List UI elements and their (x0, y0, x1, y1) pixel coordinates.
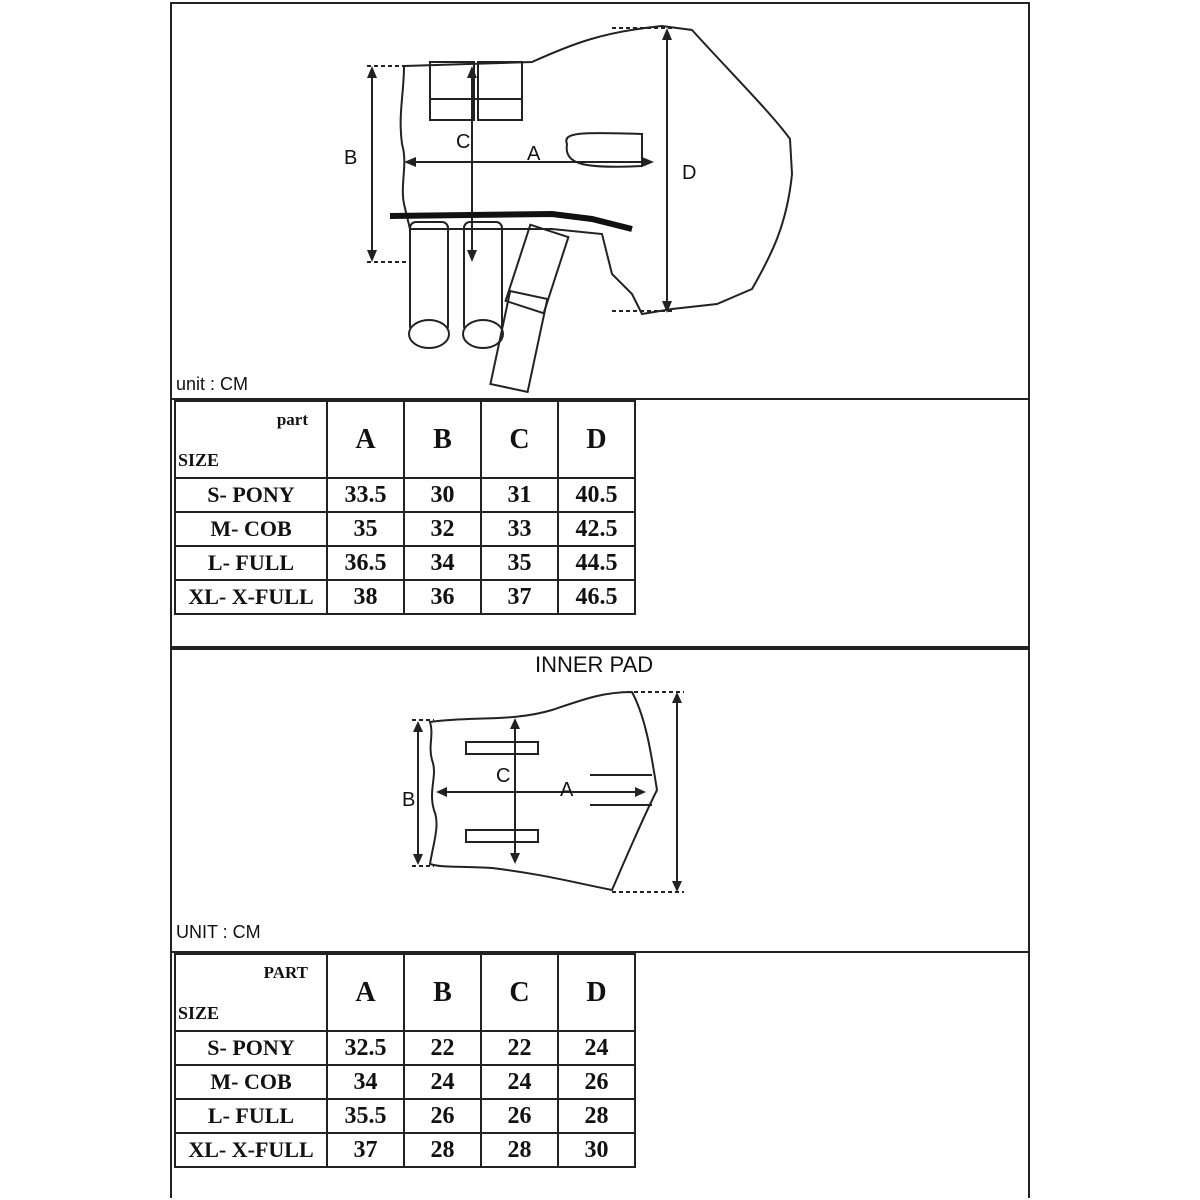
dim-a-label: A (527, 143, 541, 165)
table-corner (175, 954, 327, 1031)
value-cell: 36.5 (327, 546, 404, 580)
value-cell: 46.5 (558, 580, 635, 614)
table-corner (175, 401, 327, 478)
size-cell: M- COB (175, 512, 327, 546)
size-cell: L- FULL (175, 546, 327, 580)
value-cell: 26 (481, 1099, 558, 1133)
value-cell: 26 (404, 1099, 481, 1133)
size-cell: S- PONY (175, 478, 327, 512)
value-cell: 38 (327, 580, 404, 614)
table-row (175, 546, 635, 580)
top-size-table (174, 400, 636, 615)
inner-pad-panel (170, 648, 1030, 953)
table-row (175, 478, 635, 512)
column-header: B (404, 401, 481, 478)
value-cell: 30 (558, 1133, 635, 1167)
value-cell: 22 (404, 1031, 481, 1065)
top-flap-right (478, 62, 522, 120)
part-header: part (276, 410, 308, 429)
value-cell: 33.5 (327, 478, 404, 512)
part-header: PART (263, 963, 308, 982)
top-flap-left (430, 62, 474, 120)
value-cell: 30 (404, 478, 481, 512)
column-header: C (481, 401, 558, 478)
dim-d-label: D (682, 162, 697, 184)
size-header: SIZE (178, 450, 220, 470)
bottom-size-table-panel (170, 951, 1030, 1198)
value-cell: 24 (558, 1031, 635, 1065)
table-row (175, 1065, 635, 1099)
inner-pad-diagram (172, 650, 1028, 951)
column-header: D (558, 954, 635, 1031)
table-row (175, 512, 635, 546)
table-row (175, 1099, 635, 1133)
strap-right (506, 225, 569, 313)
value-cell: 36 (404, 580, 481, 614)
value-cell: 24 (481, 1065, 558, 1099)
pad-slot-bottom (466, 830, 538, 842)
value-cell: 24 (404, 1065, 481, 1099)
value-cell: 35 (481, 546, 558, 580)
pad-slot-top (466, 742, 538, 754)
boot-outline (401, 26, 792, 314)
size-cell: XL- X-FULL (175, 1133, 327, 1167)
boot-diagram-panel (170, 2, 1030, 400)
size-cell: S- PONY (175, 1031, 327, 1065)
value-cell: 40.5 (558, 478, 635, 512)
dim-b-label: B (344, 147, 358, 169)
inner-pad-title: INNER PAD (535, 652, 654, 677)
table-row (175, 1031, 635, 1065)
bottom-size-table (174, 953, 636, 1168)
value-cell: 35.5 (327, 1099, 404, 1133)
pad-dim-b-label: B (402, 789, 416, 811)
strap-left (410, 222, 448, 332)
pad-dim-c-label: C (496, 765, 511, 787)
column-header: B (404, 954, 481, 1031)
top-unit-label: unit : CM (176, 374, 249, 394)
column-header: D (558, 401, 635, 478)
column-header: A (327, 954, 404, 1031)
size-cell: L- FULL (175, 1099, 327, 1133)
value-cell: 33 (481, 512, 558, 546)
bottom-unit-label: UNIT : CM (176, 922, 261, 942)
table-row (175, 580, 635, 614)
value-cell: 35 (327, 512, 404, 546)
value-cell: 32 (404, 512, 481, 546)
size-header: SIZE (178, 1003, 220, 1023)
value-cell: 37 (327, 1133, 404, 1167)
column-header: A (327, 401, 404, 478)
value-cell: 28 (404, 1133, 481, 1167)
size-cell: M- COB (175, 1065, 327, 1099)
value-cell: 22 (481, 1031, 558, 1065)
pad-dim-a-label: A (560, 779, 574, 801)
dim-c-label: C (456, 131, 471, 153)
value-cell: 44.5 (558, 546, 635, 580)
value-cell: 31 (481, 478, 558, 512)
value-cell: 42.5 (558, 512, 635, 546)
top-size-table-panel (170, 398, 1030, 648)
value-cell: 26 (558, 1065, 635, 1099)
value-cell: 37 (481, 580, 558, 614)
value-cell: 28 (481, 1133, 558, 1167)
boot-diagram (172, 4, 1028, 398)
value-cell: 32.5 (327, 1031, 404, 1065)
value-cell: 34 (404, 546, 481, 580)
value-cell: 34 (327, 1065, 404, 1099)
size-cell: XL- X-FULL (175, 580, 327, 614)
value-cell: 28 (558, 1099, 635, 1133)
strap-middle (464, 222, 502, 332)
table-row (175, 1133, 635, 1167)
column-header: C (481, 954, 558, 1031)
